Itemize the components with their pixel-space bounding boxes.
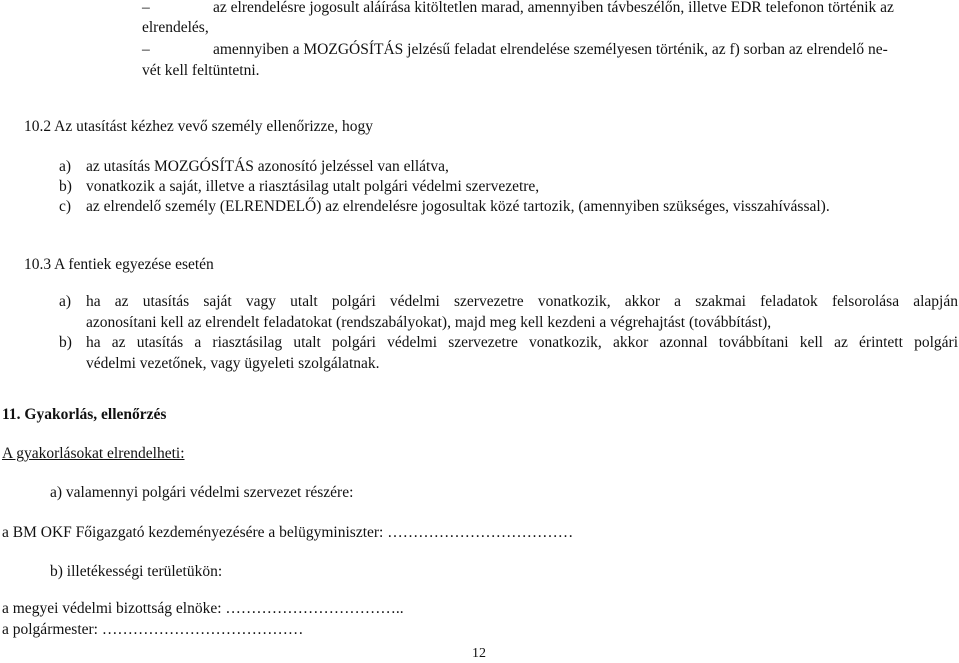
option-b-line-1: a megyei védelmi bizottság elnöke: …………………………….. xyxy=(2,600,404,617)
page-number: 12 xyxy=(472,646,486,661)
option-a-label: a) valamennyi polgári védelmi szervezet részére: xyxy=(50,484,354,501)
list-item-label: a) xyxy=(59,158,72,175)
bullet-1-line-2: elrendelés, xyxy=(142,19,209,36)
bullet-dash: – xyxy=(142,0,150,16)
list-item-text: vonatkozik a saját, illetve a riasztásilag utalt polgári védelmi szervezetre, xyxy=(86,178,540,195)
list-item-text: az utasítás MOZGÓSÍTÁS azonosító jelzéssel van ellátva, xyxy=(86,158,449,175)
bullet-2-line-1: amennyiben a MOZGÓSÍTÁS jelzésű feladat elrendelése személyesen történik, az f) sorban az elrendelő ne- xyxy=(213,41,888,58)
section-10-2-heading: 10.2 Az utasítást kézhez vevő személy ellenőrizze, hogy xyxy=(24,118,374,135)
bullet-2-line-2: vét kell feltüntetni. xyxy=(142,62,260,79)
bullet-1-line-1: az elrendelésre jogosult aláírása kitöltetlen marad, amennyiben távbeszélőn, illetve EDR telefonon történik az xyxy=(213,0,894,16)
list-item-text: az elrendelő személy (ELRENDELŐ) az elrendelésre jogosultak közé tartozik, (amennyiben szükséges, visszahívással). xyxy=(86,198,830,215)
list-item-line-2: védelmi vezetőnek, vagy ügyeleti szolgálatnak. xyxy=(86,355,380,372)
option-b-label: b) illetékességi területükön: xyxy=(50,563,223,580)
list-item-label: c) xyxy=(59,198,72,215)
list-item-label: b) xyxy=(59,334,72,351)
section-11-subheading: A gyakorlásokat elrendelheti: xyxy=(2,445,185,462)
section-11-heading: 11. Gyakorlás, ellenőrzés xyxy=(2,406,167,423)
list-item-line-1: ha az utasítás a riasztásilag utalt polgári védelmi szervezetre vonatkozik, akkor azonnal továbbítani kell az érintett polgári xyxy=(86,334,958,351)
option-a-line: a BM OKF Főigazgató kezdeményezésére a belügyminiszter: ……………………………… xyxy=(2,524,574,541)
list-item-label: b) xyxy=(59,178,72,195)
list-item-line-2: azonosítani kell az elrendelt feladatokat (rendszabályokat), majd meg kell kezdeni a végrehajtást (továbbítást), xyxy=(86,314,772,331)
option-b-line-2: a polgármester: ………………………………… xyxy=(2,621,304,638)
bullet-dash: – xyxy=(142,41,150,58)
section-10-3-heading: 10.3 A fentiek egyezése esetén xyxy=(24,256,214,273)
list-item-label: a) xyxy=(59,293,72,310)
list-item-line-1: ha az utasítás saját vagy utalt polgári védelmi szervezetre vonatkozik, akkor a szakmai feladatok felsorolása alapján xyxy=(86,293,958,310)
